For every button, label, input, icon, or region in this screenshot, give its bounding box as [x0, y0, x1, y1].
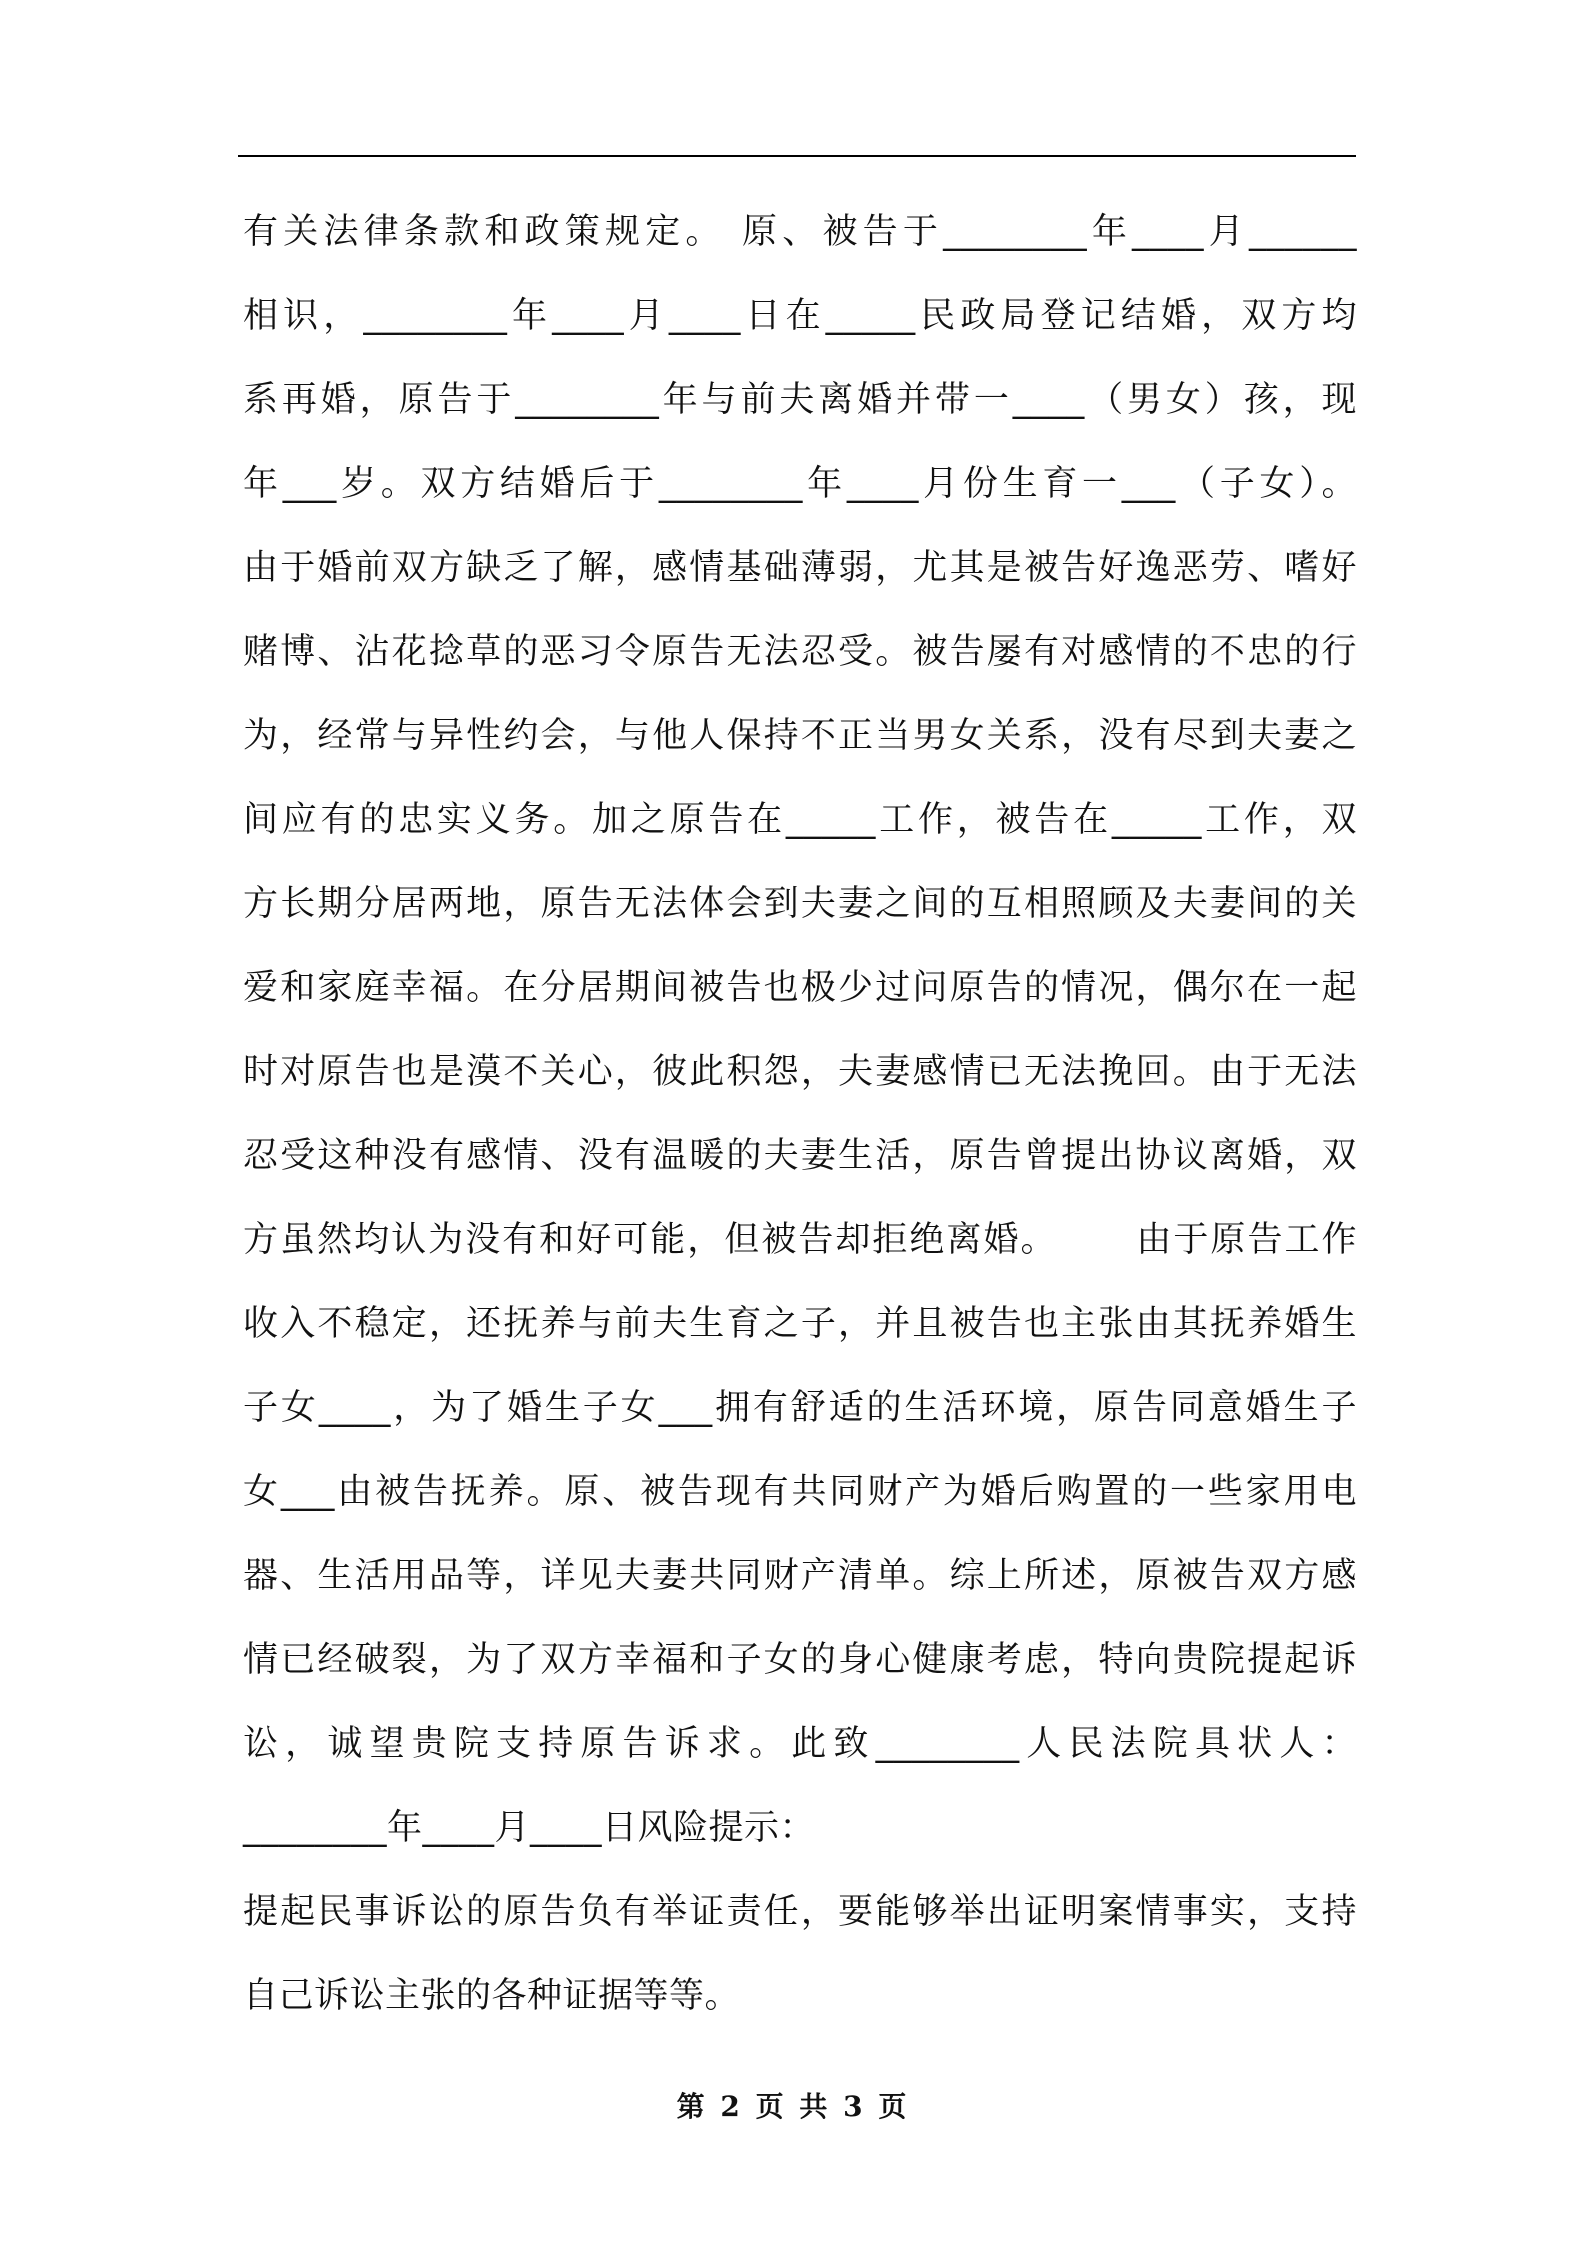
body-line-5: 由于婚前双方缺乏了解，感情基础薄弱，尤其是被告好逸恶劳、嗜好 — [243, 548, 1357, 588]
page-indicator: 第 2 页 共 3 页 — [676, 2090, 910, 2123]
body-line-20: ________年____月____日风险提示： — [243, 1808, 816, 1848]
body-line-8: 间应有的忠实义务。加之原告在_____工作，被告在_____工作，双 — [243, 800, 1357, 840]
body-line-9: 方长期分居两地，原告无法体会到夫妻之间的互相照顾及夫妻间的关 — [243, 884, 1357, 924]
body-line-22: 自己诉讼主张的各种证据等等。 — [243, 1976, 741, 2016]
body-line-3: 系再婚，原告于________年与前夫离婚并带一____（男女）孩，现 — [243, 380, 1357, 420]
body-line-19: 讼，诚望贵院支持原告诉求。此致________人民法院具状人： — [243, 1724, 1357, 1764]
body-line-12: 忍受这种没有感情、没有温暖的夫妻生活，原告曾提出协议离婚，双 — [243, 1136, 1357, 1176]
body-line-2: 相识，________年____月____日在_____民政局登记结婚，双方均 — [243, 296, 1357, 336]
body-line-18: 情已经破裂，为了双方幸福和子女的身心健康考虑，特向贵院提起诉 — [243, 1640, 1357, 1680]
body-line-7: 为，经常与异性约会，与他人保持不正当男女关系，没有尽到夫妻之 — [243, 716, 1357, 756]
body-line-10: 爱和家庭幸福。在分居期间被告也极少过问原告的情况，偶尔在一起 — [243, 968, 1357, 1008]
body-line-21: 提起民事诉讼的原告负有举证责任，要能够举出证明案情事实，支持 — [243, 1892, 1357, 1932]
body-line-1: 有关法律条款和政策规定。 原、被告于________年____月______ — [243, 212, 1357, 252]
body-line-14: 收入不稳定，还抚养与前夫生育之子，并且被告也主张由其抚养婚生 — [243, 1304, 1357, 1344]
body-line-17: 器、生活用品等，详见夫妻共同财产清单。综上所述，原被告双方感 — [243, 1556, 1357, 1596]
document-body — [243, 198, 1357, 2046]
body-line-11: 时对原告也是漠不关心，彼此积怨，夫妻感情已无法挽回。由于无法 — [243, 1052, 1357, 1092]
body-line-6: 赌博、沾花捻草的恶习令原告无法忍受。被告屡有对感情的不忠的行 — [243, 632, 1357, 672]
body-line-4: 年___岁。双方结婚后于________年____月份生育一___（子女）。 — [243, 464, 1357, 504]
header-rule — [238, 155, 1356, 157]
body-line-16: 女___由被告抚养。原、被告现有共同财产为婚后购置的一些家用电 — [243, 1472, 1357, 1512]
body-line-13: 方虽然均认为没有和好可能，但被告却拒绝离婚。 由于原告工作 — [243, 1220, 1357, 1260]
body-line-15: 子女____，为了婚生子女___拥有舒适的生活环境，原告同意婚生子 — [243, 1388, 1357, 1428]
